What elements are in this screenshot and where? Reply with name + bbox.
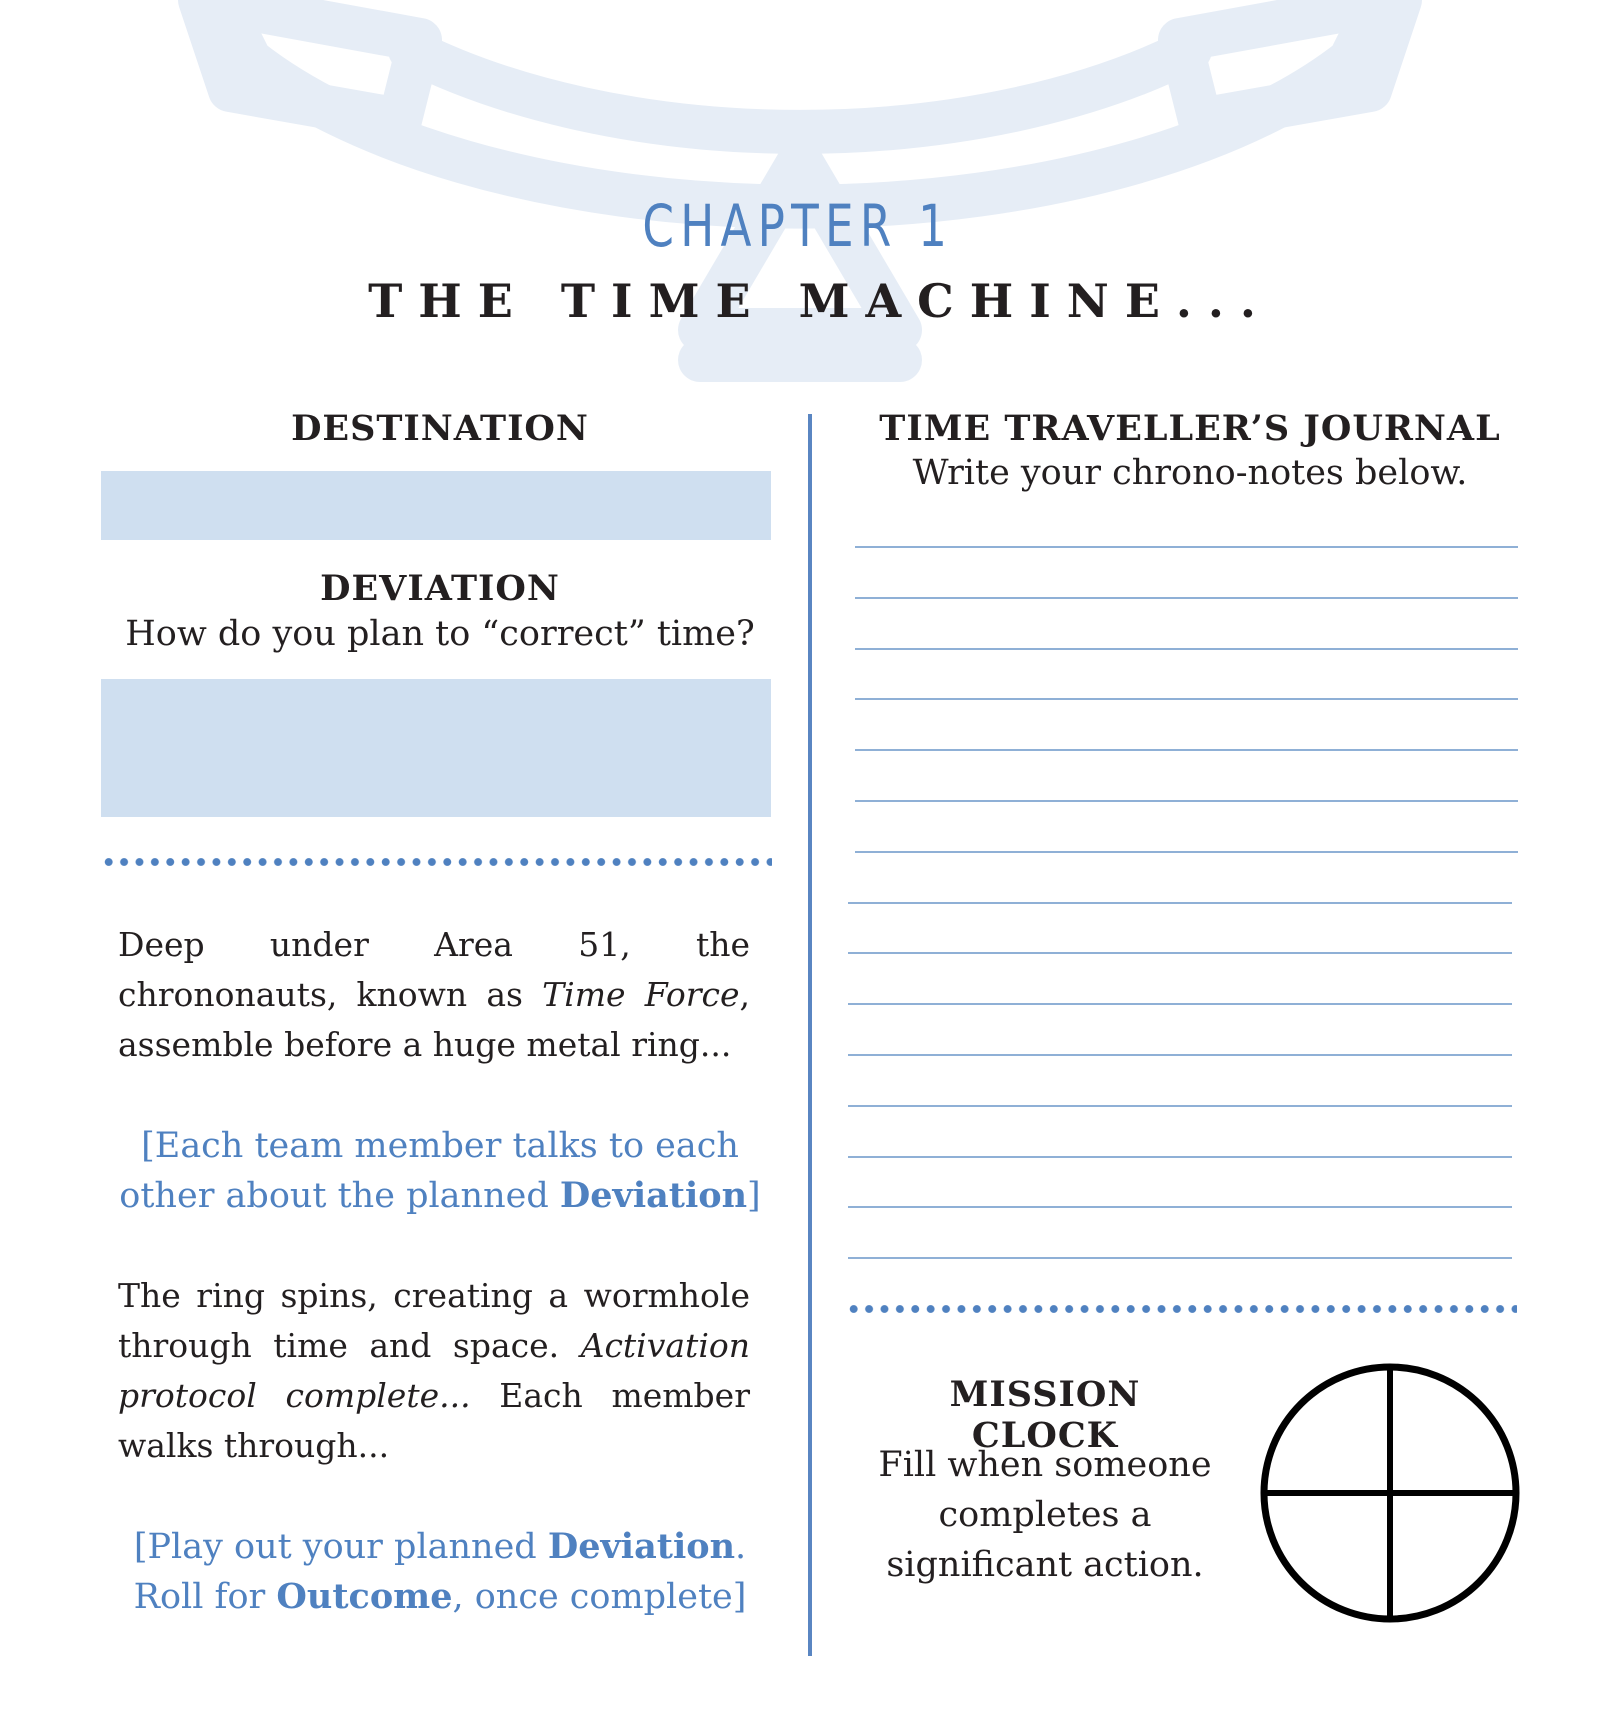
journal-line[interactable]	[855, 648, 1518, 650]
journal-line[interactable]	[855, 597, 1518, 599]
journal-line[interactable]	[848, 1206, 1512, 1208]
wormhole-paragraph: The ring spins, creating a wormhole through time and space. Activation protocol complete... Each member walks through...	[118, 1276, 750, 1465]
deviation-field[interactable]	[101, 679, 771, 817]
mission-clock-icon[interactable]	[1255, 1358, 1525, 1628]
journal-heading: TIME TRAVELLER’S JOURNAL	[879, 408, 1501, 449]
destination-heading: DESTINATION	[291, 408, 589, 449]
column-divider	[808, 414, 812, 1656]
journal-line[interactable]	[855, 698, 1518, 700]
dotted-divider-left	[101, 857, 772, 867]
journal-line[interactable]	[848, 1105, 1512, 1107]
team-discussion-cue: [Each team member talks to each other about the planned Deviation]	[119, 1126, 761, 1216]
journal-line[interactable]	[848, 1257, 1512, 1259]
mission-clock-heading: MISSION CLOCK	[949, 1374, 1141, 1456]
journal-line[interactable]	[848, 952, 1512, 954]
journal-prompt: Write your chrono-notes below.	[912, 453, 1468, 493]
journal-line[interactable]	[848, 1054, 1512, 1056]
deviation-heading: DEVIATION	[320, 568, 560, 609]
journal-line[interactable]	[855, 749, 1518, 751]
journal-line[interactable]	[848, 902, 1512, 904]
journal-line[interactable]	[848, 1003, 1512, 1005]
journal-line[interactable]	[855, 851, 1518, 853]
journal-line[interactable]	[848, 1156, 1512, 1158]
play-out-cue: [Play out your planned Deviation. Roll for Outcome, once complete]	[133, 1526, 747, 1617]
chapter-label: CHAPTER 1	[642, 192, 954, 260]
chapter-title: THE TIME MACHINE...	[368, 274, 1272, 328]
destination-field[interactable]	[101, 471, 771, 540]
journal-line[interactable]	[855, 800, 1518, 802]
deviation-prompt: How do you plan to “correct” time?	[125, 614, 755, 654]
intro-paragraph: Deep under Area 51, the chrononauts, known as Time Force, assemble before a huge metal ring...	[118, 925, 750, 1064]
dotted-divider-right	[846, 1304, 1517, 1314]
journal-line[interactable]	[855, 546, 1518, 548]
mission-clock-instructions: Fill when someone completes a significant action.	[878, 1445, 1212, 1585]
